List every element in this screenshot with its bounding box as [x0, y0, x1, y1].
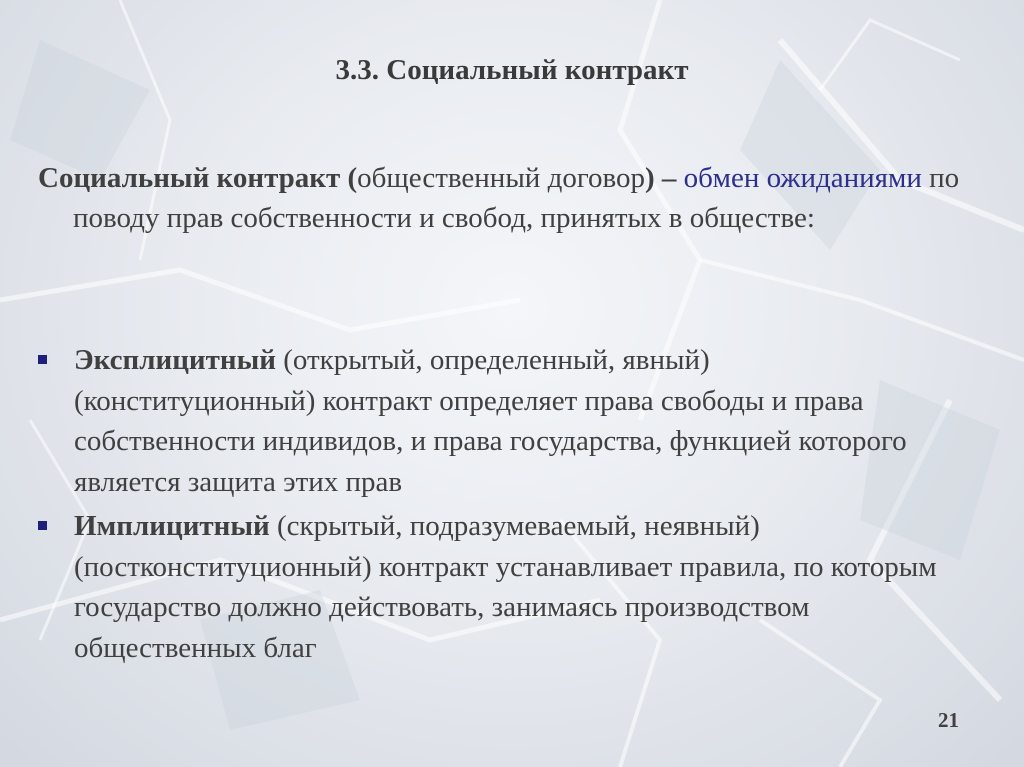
bullet-term: Имплицитный: [74, 510, 270, 542]
contract-types-list: [34, 340, 954, 672]
definition-rest: по поводу прав собственности и свобод, принятых в обществе:: [73, 162, 960, 234]
list-item: [34, 506, 954, 668]
slide-title: 3.3. Социальный контракт: [335, 54, 689, 86]
square-bullet-icon: [38, 355, 47, 364]
definition-dash: ) –: [645, 162, 677, 194]
definition-highlight: обмен ожиданиями: [683, 162, 922, 194]
definition-paragraph: [38, 158, 973, 238]
definition-term: Социальный контракт (: [38, 162, 358, 194]
bullet-term: Эксплицитный: [74, 344, 276, 376]
square-bullet-icon: [38, 521, 47, 530]
page-number: 21: [938, 708, 959, 732]
list-item: [34, 340, 954, 502]
definition-synonym: общественный договор: [357, 162, 645, 194]
bullet-text: (скрытый, подразумеваемый, неявный) (постконституционный) контракт устанавливает правила, по которым государство должно действовать, занимаясь производством общественных благ: [74, 510, 937, 664]
bullet-text: (открытый, определенный, явный) (конституционный) контракт определяет права свободы и права собственности индивидов, и права государства, функцией которого является защита этих прав: [74, 344, 907, 498]
